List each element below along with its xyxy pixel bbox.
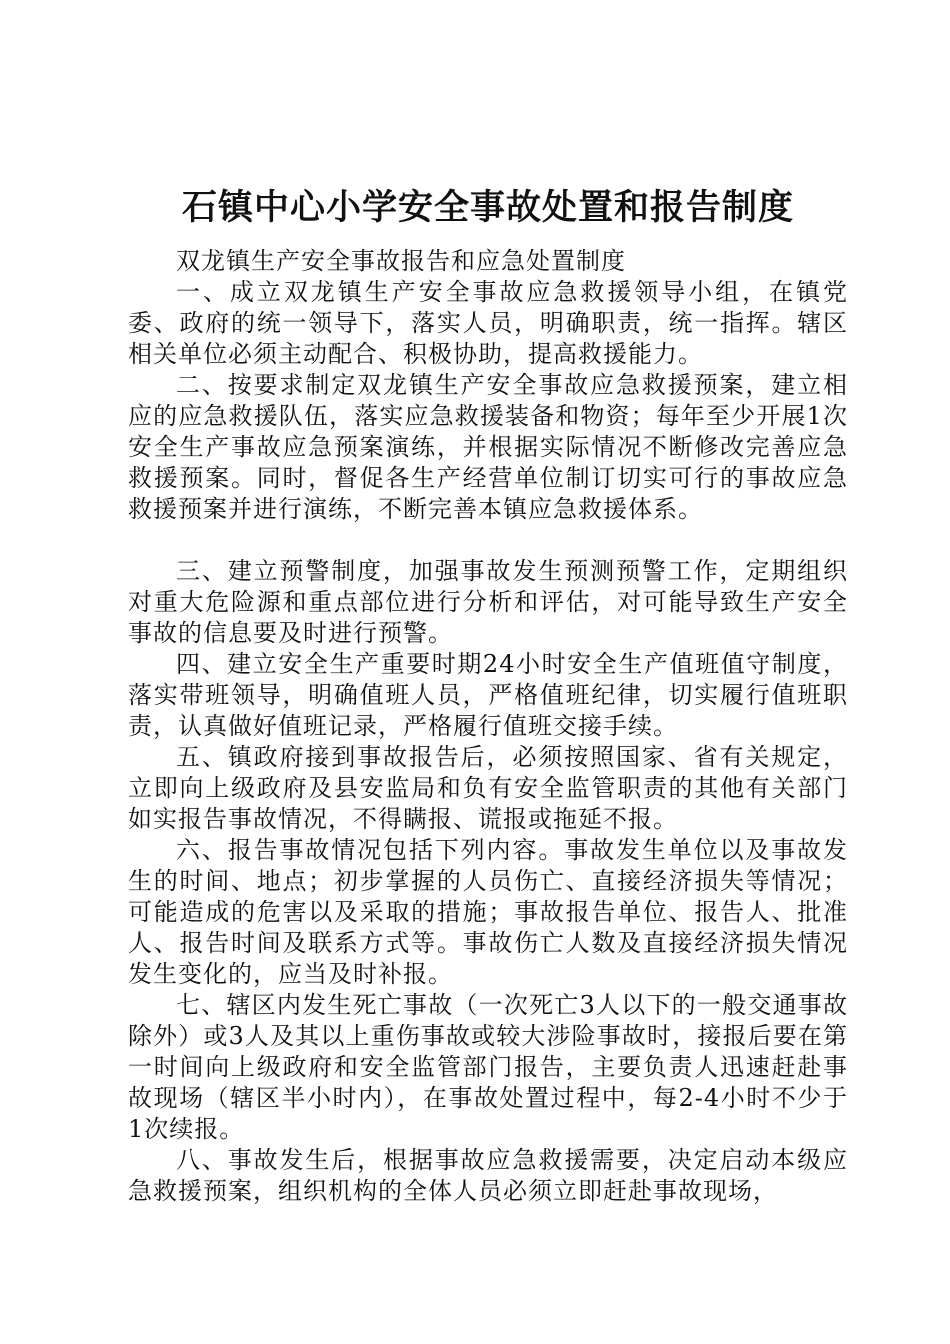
- paragraph-1: 一、成立双龙镇生产安全事故应急救援领导小组，在镇党委、政府的统一领导下，落实人员，明确职责，统一指挥。辖区相关单位必须主动配合、积极协助，提高救援能力。: [128, 278, 848, 368]
- document-body: [128, 246, 848, 1207]
- paragraph-2: 二、按要求制定双龙镇生产安全事故应急救援预案，建立相应的应急救援队伍，落实应急救援装备和物资；每年至少开展1次安全生产事故应急预案演练，并根据实际情况不断修改完善应急救援预案。同时，督促各生产经营单位制订切实可行的事故应急救援预案并进行演练，不断完善本镇应急救援体系。: [128, 371, 848, 523]
- paragraph-5: 五、镇政府接到事故报告后，必须按照国家、省有关规定，立即向上级政府及县安监局和负有安全监管职责的其他有关部门如实报告事故情况，不得瞒报、谎报或拖延不报。: [128, 743, 848, 833]
- paragraph-7: 七、辖区内发生死亡事故（一次死亡3人以下的一般交通事故除外）或3人及其以上重伤事故或较大涉险事故时，接报后要在第一时间向上级政府和安全监管部门报告，主要负责人迅速赶赴事故现场（辖区半小时内），在事故处置过程中，每2-4小时不少于1次续报。: [128, 991, 848, 1143]
- paragraph-6: 六、报告事故情况包括下列内容。事故发生单位以及事故发生的时间、地点；初步掌握的人员伤亡、直接经济损失等情况；可能造成的危害以及采取的措施；事故报告单位、报告人、批准人、报告时间及联系方式等。事故伤亡人数及直接经济损失情况发生变化的，应当及时补报。: [128, 836, 848, 988]
- paragraph-3: 三、建立预警制度，加强事故发生预测预警工作，定期组织对重大危险源和重点部位进行分析和评估，对可能导致生产安全事故的信息要及时进行预警。: [128, 557, 848, 647]
- paragraph-8: 八、事故发生后，根据事故应急救援需要，决定启动本级应急救援预案，组织机构的全体人员必须立即赶赴事故现场，: [128, 1146, 848, 1205]
- paragraph-4: 四、建立安全生产重要时期24小时安全生产值班值守制度，落实带班领导，明确值班人员，严格值班纪律，切实履行值班职责，认真做好值班记录，严格履行值班交接手续。: [128, 650, 848, 740]
- document-page: [128, 180, 848, 1207]
- blank-line: [128, 525, 848, 556]
- document-title: 石镇中心小学安全事故处置和报告制度: [181, 187, 794, 228]
- paragraph-subtitle: 双龙镇生产安全事故报告和应急处置制度: [176, 247, 626, 275]
